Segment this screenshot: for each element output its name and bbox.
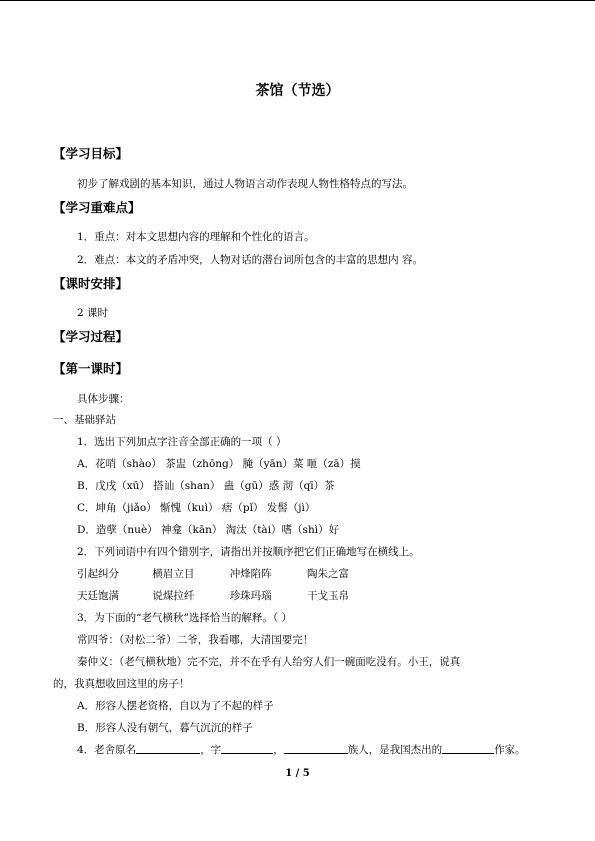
question-1-option-c: C．坤角（jiǎo） 惭愧（kuì） 痞（pǐ） 发髻（jì） <box>77 502 316 514</box>
question-1: 1．选出下列加点字注音全部正确的一项（ ） <box>77 436 287 448</box>
phrase: 干戈玉帛 <box>307 590 350 602</box>
question-1-option-d: D．造孽（nuè） 神龛（kān） 淘汰（tài）嗜（shì）好 <box>77 524 340 536</box>
key-point-1: 1．重点：对本文思想内容的理解和个性化的语言。 <box>77 231 315 243</box>
answer-blank[interactable] <box>221 742 273 754</box>
document-title: 茶馆（节选） <box>255 83 340 99</box>
heading-learning-goals: 【学习目标】 <box>53 146 129 161</box>
question-3-option-a: A．形容人摆老资格，自以为了不起的样子 <box>77 700 274 712</box>
phrase: 陶朱之富 <box>307 568 350 580</box>
q4-text: 作家。 <box>494 744 526 756</box>
page-number: 1 / 5 <box>285 768 310 779</box>
key-point-2: 2．难点：本文的矛盾冲突，人物对话的潜台词所包含的丰富的思想内 容。 <box>77 254 424 266</box>
phrase: 说煤拉纤 <box>152 590 195 602</box>
question-3: 3．为下面的“老气横秋”选择恰当的解释。（ ） <box>77 612 293 624</box>
heading-schedule: 【课时安排】 <box>53 276 129 291</box>
answer-blank[interactable] <box>136 742 200 754</box>
question-3-quote-2-cont: 的，我真想收回这里的房子！ <box>53 678 190 690</box>
part-one-heading: 一、基础驿站 <box>53 414 116 426</box>
schedule-text: 2 课时 <box>77 307 109 319</box>
q4-text: ，字 <box>200 744 222 756</box>
answer-blank[interactable] <box>284 742 348 754</box>
question-1-option-a: A．花哨（shào） 茶盅（zhōng） 腌（yān）菜 咂（zā）摸 <box>77 458 361 470</box>
q4-text: 族人，是我国杰出的 <box>347 744 443 756</box>
question-3-option-b: B．形容人没有朝气，暮气沉沉的样子 <box>77 722 253 734</box>
q4-text: 4．老舍原名 <box>77 744 137 756</box>
q4-text: ， <box>273 744 284 756</box>
question-1-option-b: B．戊戌（xū） 搭讪（shan） 蛊（gū）惑 沏（qī）茶 <box>77 480 335 492</box>
question-2: 2．下列词语中有四个错别字，请指出并按顺序把它们正确地写在横线上。 <box>77 546 420 558</box>
steps-label: 具体步骤： <box>77 393 130 405</box>
goals-text: 初步了解戏剧的基本知识，通过人物语言动作表现人物性格特点的写法。 <box>77 178 413 190</box>
heading-key-points: 【学习重难点】 <box>53 200 141 215</box>
answer-blank[interactable] <box>442 742 494 754</box>
phrase: 冲烽陷阵 <box>229 568 272 580</box>
question-4 <box>77 742 526 757</box>
heading-first-lesson: 【第一课时】 <box>53 361 129 376</box>
question-3-quote-2: 秦仲义：（老气横秋地）完不完，并不在乎有人给穷人们一碗面吃没有。小王，说真 <box>77 656 461 668</box>
question-3-quote-1: 常四爷：（对松二爷）二爷，我看哪，大清国要完！ <box>77 634 314 646</box>
phrase: 横眉立目 <box>152 568 195 580</box>
header-rule <box>0 0 595 1</box>
heading-learning-process: 【学习过程】 <box>53 329 129 344</box>
question-2-row-1 <box>77 566 381 581</box>
phrase: 引起纠分 <box>77 568 119 580</box>
phrase: 珍珠玛瑙 <box>229 590 272 602</box>
phrase: 天廷饱满 <box>77 590 119 602</box>
question-2-row-2 <box>77 588 381 603</box>
